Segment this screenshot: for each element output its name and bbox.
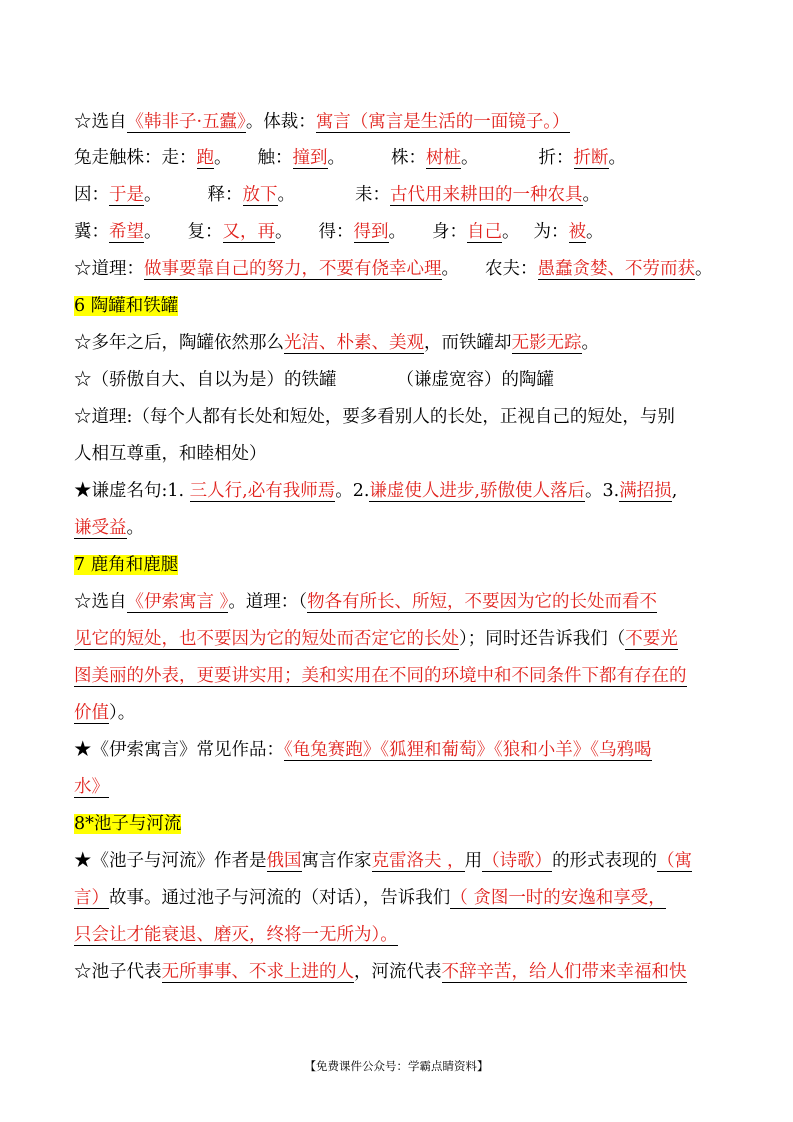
text: 。: [586, 222, 604, 242]
text: ，而铁罐却: [424, 333, 512, 353]
text: （谦虚宽容）的陶罐: [396, 370, 554, 390]
answer: 克雷洛夫 ，: [371, 851, 465, 871]
text: 用: [464, 851, 483, 871]
s7-line-2: [74, 627, 678, 651]
answer: 于是: [109, 185, 144, 205]
text: ,: [671, 481, 678, 501]
text: 。: [461, 148, 479, 168]
answer: 谦受益: [74, 518, 127, 538]
answer: 寓言（寓言是生活的一面镜子。）: [315, 112, 570, 132]
footer-text: 【免费课件公众号：学霸点睛资料】: [304, 1059, 489, 1073]
s6-line-5: [74, 479, 677, 503]
text: 。: [144, 222, 162, 242]
text: 。: [581, 333, 599, 353]
text: 农夫：: [485, 259, 538, 279]
text: 因：: [74, 185, 109, 205]
s8-line-2: [74, 886, 666, 910]
s5-line-5: [74, 257, 713, 281]
text: 为：: [533, 222, 569, 242]
s8-line-3: [74, 923, 398, 947]
s5-line-3: [74, 183, 600, 207]
answer: 希望: [109, 222, 144, 242]
text: 。3.: [584, 481, 620, 501]
text: 。: [608, 148, 626, 168]
text: ☆选自: [74, 592, 127, 612]
s5-line-4: [74, 220, 604, 244]
text: 触：: [257, 148, 293, 168]
text: 的形式表现的: [552, 851, 658, 871]
text: 。: [275, 222, 293, 242]
text: ★《池子与河流》作者是: [74, 851, 267, 871]
answer: 《龟兔赛跑》《狐狸和葡萄》《狼和小羊》《乌鸦喝: [284, 740, 652, 760]
answer: 撞到: [292, 148, 328, 168]
text: 。: [277, 185, 295, 205]
section-heading: 7 鹿角和鹿腿: [74, 555, 179, 575]
text: 折：: [538, 148, 574, 168]
text: ，河流代表: [354, 962, 442, 982]
section-6-title: [74, 294, 178, 318]
answer: 无影无踪: [511, 333, 582, 353]
answer: 图美丽的外表，更要讲实用；美和实用在不同的环境中和不同条件下都有存在的: [74, 666, 687, 686]
answer: 不辞辛苦，给人们带来幸福和快: [441, 962, 687, 982]
answer: 无所事事、不求上进的人: [161, 962, 354, 982]
answer: 《伊索寓言 》: [126, 592, 229, 612]
section-heading: 8*池子与河流: [74, 814, 182, 834]
answer: 被: [568, 222, 586, 242]
text: 冀：: [74, 222, 109, 242]
answer: （诗歌）: [482, 851, 553, 871]
text: 。: [441, 259, 459, 279]
answer: 又，再: [222, 222, 275, 242]
s8-line-1: [74, 849, 692, 873]
text: 得：: [318, 222, 354, 242]
s7-line-5: [74, 738, 652, 762]
answer: 物各有所长、所短，不要因为它的长处而看不: [307, 592, 658, 612]
answer: 满招损: [619, 481, 672, 501]
answer: 水》: [74, 777, 109, 797]
answer: 不要光: [625, 629, 678, 649]
answer: 《韩非子·五蠹》: [126, 112, 246, 132]
text: ☆池子代表: [74, 962, 162, 982]
text: 。: [582, 185, 600, 205]
answer: 做事要靠自己的努力，不要有侥幸心理: [144, 259, 442, 279]
s6-line-4: [74, 442, 267, 466]
s6-line-6: [74, 516, 144, 540]
answer: 谦虚使人进步,骄傲使人落后: [369, 481, 585, 501]
answer: 只会让才能衰退、磨灭，终将一无所为）。: [74, 925, 398, 945]
text: 身：: [432, 222, 467, 242]
text: 兔走触株：走：: [74, 148, 197, 168]
answer: 言）: [74, 888, 109, 908]
text: 。: [214, 148, 232, 168]
answer: 得到: [353, 222, 389, 242]
answer: 光洁、朴素、美观: [284, 333, 424, 353]
answer: 放下: [242, 185, 278, 205]
answer: （寓: [657, 851, 693, 871]
s7-line-4: [74, 701, 135, 725]
answer: 折断: [573, 148, 609, 168]
text: ）。: [109, 703, 136, 723]
text: 故事。通过池子与河流的（对话），告诉我们: [109, 888, 451, 908]
text: 。: [327, 148, 345, 168]
text: ☆多年之后，陶罐依然那么: [74, 333, 284, 353]
s6-line-2: [74, 368, 554, 392]
text: 。: [502, 222, 520, 242]
text: 。: [144, 185, 162, 205]
text: ☆道理:（每个人都有长处和短处，要多看别人的长处，正视自己的短处，与别: [74, 407, 675, 427]
s6-line-1: [74, 331, 599, 355]
s7-line-1: [74, 590, 657, 614]
text: 。体裁：: [245, 112, 316, 132]
text: 人相互尊重，和睦相处）: [74, 444, 267, 464]
answer: 树桩: [426, 148, 461, 168]
section-8-title: [74, 812, 181, 836]
section-heading: 6 陶罐和铁罐: [74, 296, 179, 316]
answer: 三人行,必有我师焉: [189, 481, 336, 501]
text: 。: [126, 518, 144, 538]
text: ☆（骄傲自大、自以为是）的铁罐: [74, 370, 337, 390]
answer: 古代用来耕田的一种农具: [390, 185, 583, 205]
text: 。道理：（: [228, 592, 308, 612]
text: 。: [695, 259, 713, 279]
section-7-title: [74, 553, 178, 577]
text: 耒：: [355, 185, 390, 205]
answer: 俄国: [266, 851, 302, 871]
answer: 见它的短处，也不要因为它的短处而否定它的长处: [74, 629, 459, 649]
s7-line-6: [74, 775, 109, 799]
text: ☆选自: [74, 112, 127, 132]
s6-line-3: [74, 405, 675, 429]
s8-line-4: [74, 960, 687, 984]
text: ★谦虚名句:1.: [74, 481, 190, 501]
answer: （ 贪图一时的安逸和享受，: [450, 888, 666, 908]
text: 寓言作家: [301, 851, 372, 871]
s5-line-1: [74, 110, 570, 134]
answer: 跑: [196, 148, 214, 168]
s7-line-3: [74, 664, 687, 688]
answer: 价值: [74, 703, 109, 723]
text: 株：: [391, 148, 426, 168]
text: 释：: [207, 185, 243, 205]
text: ）；同时还告诉我们（: [459, 629, 626, 649]
s5-line-2: [74, 146, 626, 170]
text: ☆道理：: [74, 259, 144, 279]
answer: 愚蠢贪婪、不劳而获: [537, 259, 695, 279]
text: 复：: [187, 222, 223, 242]
answer: 自己: [467, 222, 502, 242]
text: ★《伊索寓言》常见作品：: [74, 740, 284, 760]
text: 。: [388, 222, 406, 242]
text: 。2.: [335, 481, 370, 501]
